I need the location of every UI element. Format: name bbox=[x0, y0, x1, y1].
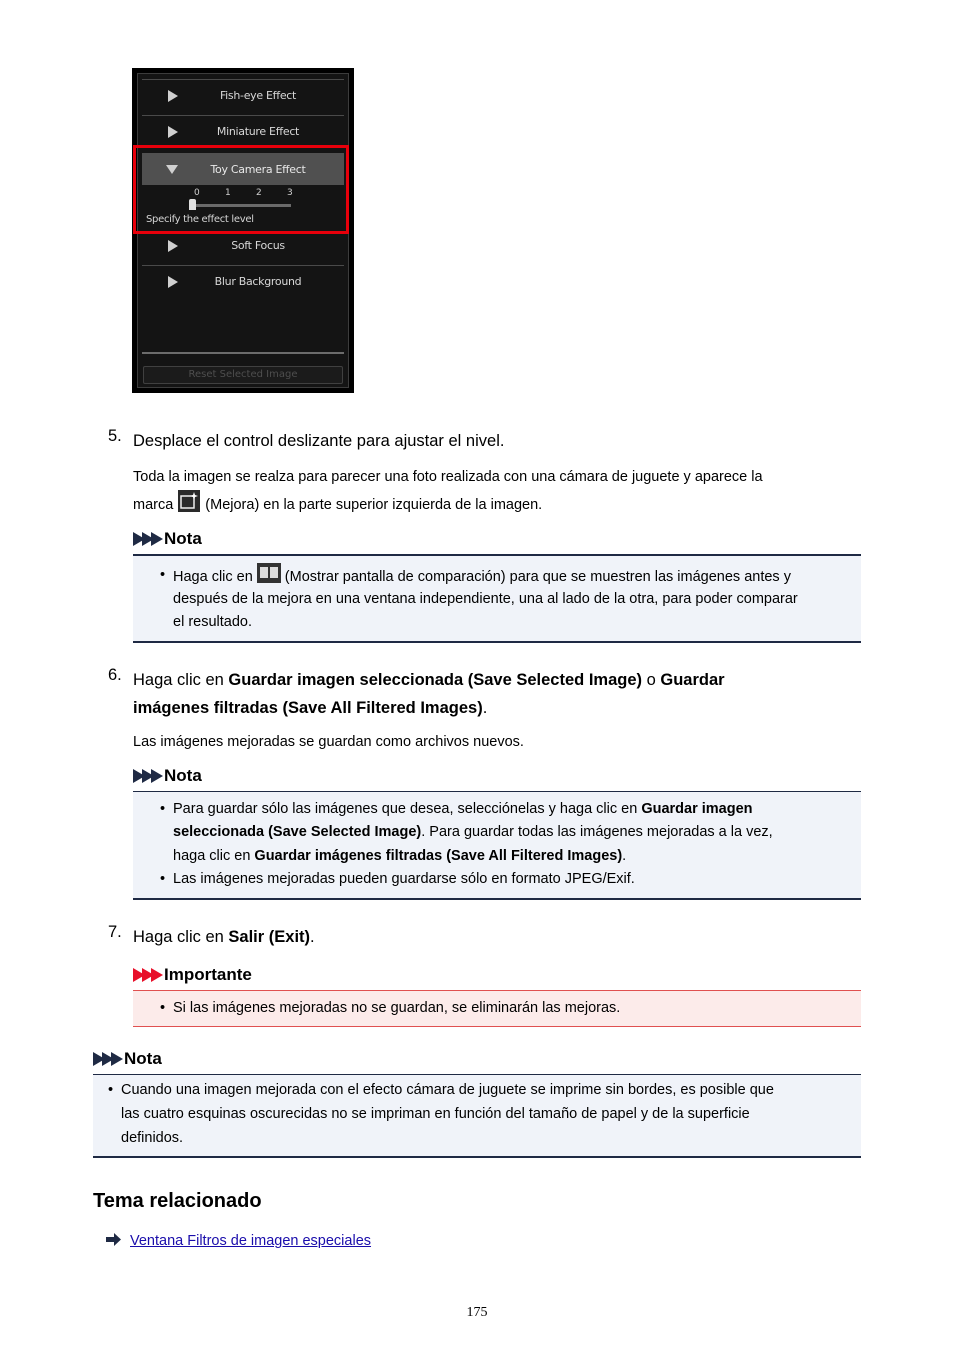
note-title: Nota bbox=[124, 1049, 162, 1068]
bullet: • bbox=[160, 801, 166, 817]
text: o bbox=[646, 671, 656, 689]
effect-item-fish-eye[interactable] bbox=[142, 79, 344, 112]
important-heading bbox=[133, 965, 252, 985]
effect-item-blur-background[interactable] bbox=[142, 265, 344, 298]
bullet: • bbox=[160, 1000, 166, 1016]
text: . bbox=[622, 848, 627, 864]
text: haga clic en bbox=[173, 848, 251, 864]
note-arrows-icon bbox=[133, 532, 160, 546]
text: Para guardar sólo las imágenes que desea, selecciónelas y haga clic en bbox=[173, 801, 638, 817]
step-text bbox=[133, 666, 725, 694]
text: . bbox=[310, 928, 315, 946]
note-text bbox=[173, 820, 773, 844]
step-description bbox=[133, 490, 542, 520]
save-all-filtered-ref: Guardar bbox=[660, 671, 725, 689]
related-link[interactable]: Ventana Filtros de imagen especiales bbox=[130, 1233, 372, 1249]
text: . bbox=[482, 699, 488, 717]
note-arrows-icon bbox=[93, 1052, 120, 1066]
divider bbox=[142, 265, 344, 266]
effect-item-toy-camera[interactable] bbox=[142, 153, 344, 185]
step-description: Las imágenes mejoradas se guardan como archivos nuevos. bbox=[133, 734, 524, 750]
divider bbox=[142, 352, 344, 354]
page-number: 175 bbox=[466, 1305, 488, 1320]
step-text: Desplace el control deslizante para ajustar el nivel. bbox=[133, 432, 505, 450]
divider bbox=[142, 115, 344, 116]
effect-level-slider[interactable] bbox=[191, 204, 291, 207]
note-text: Cuando una imagen mejorada con el efecto cámara de juguete se imprime sin bordes, es posible que bbox=[121, 1082, 774, 1098]
note-text: Las imágenes mejoradas pueden guardarse sólo en formato JPEG/Exif. bbox=[173, 871, 635, 887]
note-heading bbox=[133, 529, 202, 549]
effect-label: Toy Camera Effect bbox=[210, 163, 306, 176]
note-text: las cuatro esquinas oscurecidas no se impriman en función del tamaño de papel y de la superficie bbox=[121, 1106, 750, 1122]
note-text bbox=[173, 797, 753, 821]
bold-ref: Guardar imagen bbox=[641, 801, 753, 817]
effect-label: Soft Focus bbox=[231, 239, 285, 252]
slider-hint: Specify the effect level bbox=[146, 214, 254, 225]
bullet: • bbox=[108, 1082, 114, 1098]
slider-tick-label: 1 bbox=[225, 188, 231, 198]
step-text bbox=[133, 694, 487, 722]
text: (Mejora) en la parte superior izquierda de la imagen. bbox=[205, 497, 543, 513]
note-arrows-icon bbox=[133, 769, 160, 783]
save-selected-image-ref: Guardar imagen seleccionada (Save Selected Image) bbox=[228, 671, 643, 689]
step-number: 6. bbox=[108, 666, 122, 684]
note-text: después de la mejora en una ventana independiente, una al lado de la otra, para poder comparar bbox=[173, 591, 798, 607]
note-title: Nota bbox=[164, 529, 202, 548]
divider bbox=[142, 79, 344, 80]
bold-ref: seleccionada (Save Selected Image) bbox=[173, 824, 422, 840]
note-heading bbox=[93, 1049, 162, 1069]
text: marca bbox=[133, 497, 174, 513]
step-text bbox=[133, 923, 315, 951]
save-all-filtered-ref: imágenes filtradas (Save All Filtered Images) bbox=[133, 699, 483, 717]
effect-label: Blur Background bbox=[214, 275, 302, 288]
step-number: 7. bbox=[108, 923, 122, 941]
step-description: Toda la imagen se realza para parecer una foto realizada con una cámara de juguete y aparece la bbox=[133, 469, 763, 485]
bullet: • bbox=[160, 871, 166, 887]
exit-ref: Salir (Exit) bbox=[228, 928, 311, 946]
slider-tick-label: 3 bbox=[287, 188, 293, 198]
bold-ref: Guardar imágenes filtradas (Save All Filtered Images) bbox=[254, 848, 623, 864]
note-text bbox=[173, 844, 626, 868]
text: . Para guardar todas las imágenes mejoradas a la vez, bbox=[421, 824, 773, 840]
slider-thumb[interactable] bbox=[189, 199, 196, 210]
important-text: Si las imágenes mejoradas no se guardan, se eliminarán las mejoras. bbox=[173, 1000, 621, 1016]
related-heading: Tema relacionado bbox=[93, 1190, 262, 1212]
text: (Mostrar pantalla de comparación) para que se muestren las imágenes antes y bbox=[284, 569, 791, 585]
important-title: Importante bbox=[164, 965, 252, 984]
bullet: • bbox=[160, 567, 166, 583]
text: Haga clic en bbox=[173, 569, 253, 585]
effects-panel-screenshot bbox=[132, 68, 354, 393]
effect-label: Miniature Effect bbox=[216, 125, 300, 138]
effect-label: Fish-eye Effect bbox=[219, 89, 297, 102]
note-text: el resultado. bbox=[173, 614, 252, 630]
arrow-right-icon bbox=[106, 1233, 121, 1251]
step-number: 5. bbox=[108, 427, 122, 445]
important-arrows-icon bbox=[133, 968, 160, 982]
highlight-frame bbox=[133, 145, 349, 234]
text: Haga clic en bbox=[133, 928, 224, 946]
note-heading bbox=[133, 766, 202, 786]
effect-item-miniature[interactable] bbox=[142, 115, 344, 148]
note-text: definidos. bbox=[121, 1130, 184, 1146]
text: Haga clic en bbox=[133, 671, 224, 689]
enhance-mark-icon bbox=[178, 490, 200, 520]
note-title: Nota bbox=[164, 766, 202, 785]
slider-tick-label: 0 bbox=[194, 188, 200, 198]
reset-selected-image-button[interactable]: Reset Selected Image bbox=[143, 366, 343, 384]
slider-tick-label: 2 bbox=[256, 188, 262, 198]
